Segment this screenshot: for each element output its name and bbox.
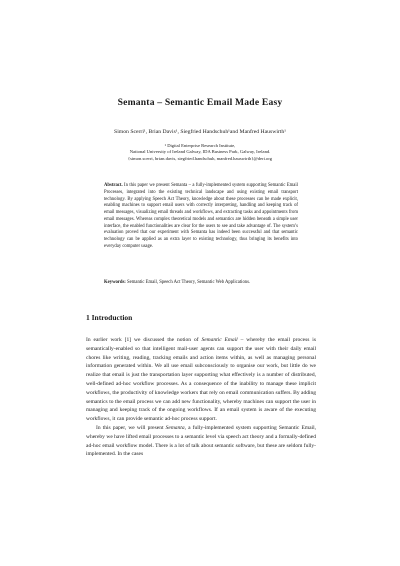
paragraph-2-text-start: In this paper, we will present: [96, 424, 166, 431]
paragraph-2-text-end: , a fully-implemented system supporting Semantic Email, whereby we have lifted email processes to a semantic level via speech act theory and a formally-defined ad-hoc email workflow model. There is a lot of talk about semantic software, but these are seldom fully-implemented. In the cases: [86, 424, 316, 458]
paragraph-2-emphasis: Semanta: [165, 424, 185, 431]
author-list: Simon Scerri¹, Brian Davis¹, Siegfried Handschuh¹and Manfred Hauswirth¹: [114, 129, 286, 135]
affiliation-address: National University of Ireland Galway, IDA Business Park, Galway, Ireland.: [129, 149, 271, 155]
section-heading: 1 Introduction: [86, 313, 133, 322]
affiliation-emails: {simon.scerri, brian.davis, siegfried.handschuh, manfred.hauswirth}@deri.org: [127, 155, 273, 161]
paper-title: Semanta – Semantic Email Made Easy: [117, 97, 283, 108]
affiliation-block: [0, 143, 400, 162]
paragraph-1-text-start: In earlier work [1] we discussed the notion of: [86, 337, 202, 343]
keywords-label: Keywords:: [104, 280, 126, 285]
keywords-text: Semantic Email, Speech Act Theory, Semantic Web Applications.: [125, 280, 251, 285]
keywords: [104, 280, 298, 286]
abstract-text: In this paper we present Semanta – a fully-implemented system supporting Semantic Email Processes, integrated into the existing technical landscape and using existing email transport technology. By applying Speech Act Theory, knowledge about these processes can be made explicit, enabling machines to support email users with correctly interpreting, handling and keeping track of email messages, visualizing email threads and workflows, and extracting tasks and appointments from email messages. Whereas complex theoretical models and semantics are hidden beneath a simple user interface, the enabled functionalities are clear for the users to see and take advantage of. The system’s evaluation proved that our experiment with Semanta has indeed been successful and that semantic technology can be applied as an extra layer to existing technology, thus bringing its benefits into everyday computer usage.: [104, 183, 298, 249]
abstract-label: Abstract.: [104, 183, 123, 188]
section-body: [86, 336, 316, 459]
abstract: [104, 183, 298, 251]
paragraph-2: [86, 424, 316, 459]
paragraph-1-text-end: – whereby the email process is semantically-enabled so that intelligent mail-user agents can support the user with their daily email chores like writing, reading, tracking emails and action items within, as well as managing personal information generated within. We all use email subconsciously to organise our work, but little do we realize that email is just the transportation layer supporting what effectively is a number of distributed, well-defined ad-hoc workflow processes. As a consequence of the inability to manage these implicit workflows, the productivity of knowledge workers that rely on email communication suffers. By adding semantics to the email process we can add new functionality, whereby machines can support the user in managing and keeping track of the ongoing workflows. If an email system is aware of the executing workflows, it can provide semantic ad-hoc process support.: [86, 337, 316, 423]
paragraph-1-emphasis: Semantic Email: [201, 337, 238, 343]
affiliation-institute: ¹ Digital Enterprise Research Institute,: [164, 143, 236, 148]
paragraph-1: [86, 336, 316, 424]
